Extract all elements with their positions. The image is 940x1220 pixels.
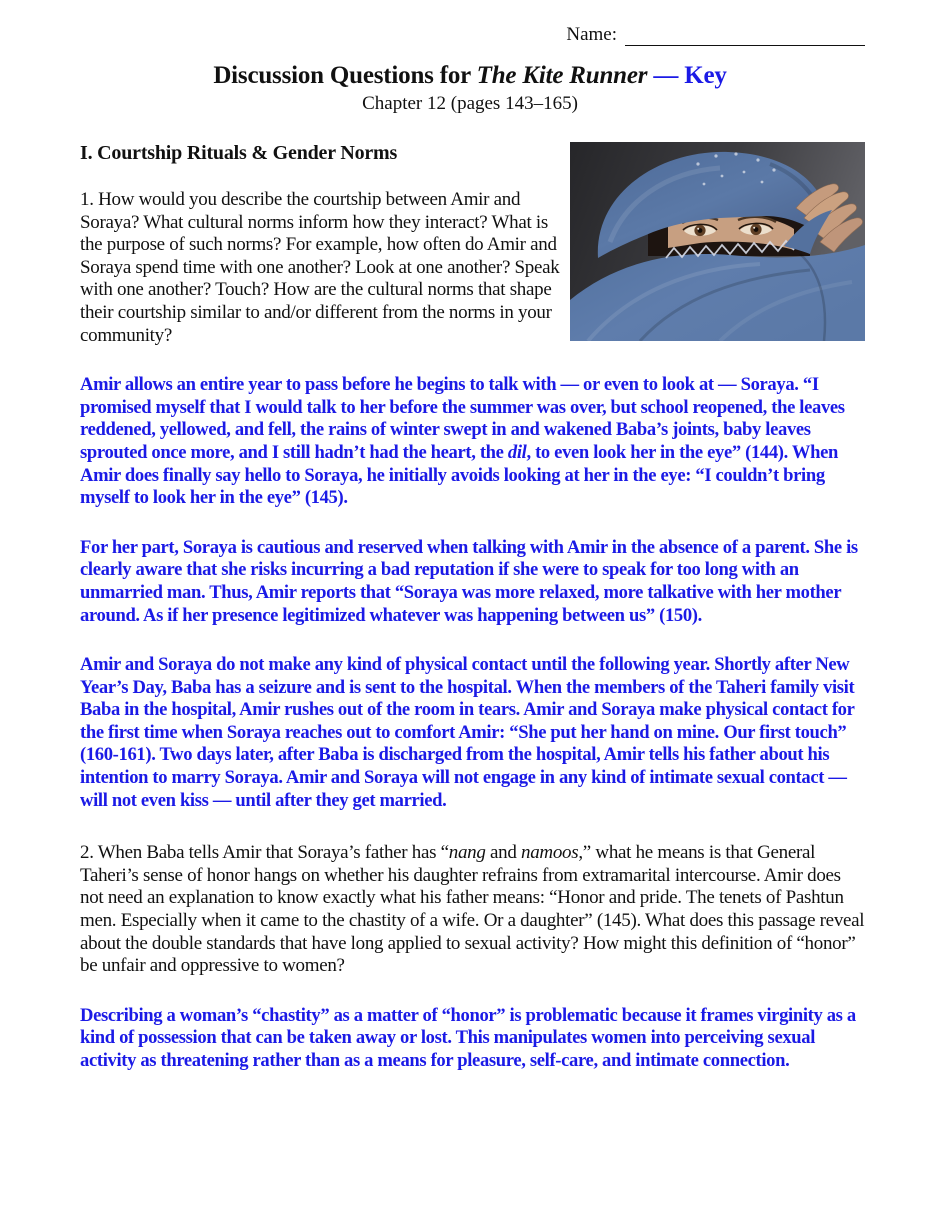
- answer-2-text: For her part, Soraya is cautious and reserved when talking with Amir in the absence of a parent. She is clearly aware that she risks incurring a bad reputation if she were to speak for too long with an unmarried man. Thus, Amir reports that “Soraya was more relaxed, more talkative with her mother around. As if her presence legitimized whatever was happening between us” (150).: [80, 536, 858, 626]
- answer-3-text: Amir and Soraya do not make any kind of physical contact until the following year. Shortly after New Year’s Day, Baba has a seizure and is sent to the hospital. When the members of the Taheri family visit Baba in the hospital, Amir rushes out of the room in tears. Amir and Soraya make physical contact for the first time when Soraya reaches out to comfort Amir: “She put her hand on mine. Our first touch” (160-161). Two days later, after Baba is discharged from the hospital, Amir tells his father about his intention to marry Soraya. Amir and Soraya will not engage in any kind of intimate sexual contact — will not even kiss — until after they get married.: [80, 654, 855, 811]
- page-subtitle: Chapter 12 (pages 143–165): [362, 93, 578, 114]
- veiled-woman-photo: [570, 142, 865, 341]
- name-label: Name:: [566, 24, 617, 45]
- question-1-text: 1. How would you describe the courtship between Amir and Soraya? What cultural norms inform how they interact? What is the purpose of such norms? For example, how often do Amir and Soraya spend time with one another? Look at one another? Speak with one another? Touch? How are the cultural norms that shape their courtship similar to and/or different from the norms in your community?: [80, 189, 560, 346]
- title-key-label: Key: [684, 62, 727, 89]
- veiled-woman-illustration: [570, 142, 865, 341]
- document-body: [0, 142, 940, 1113]
- page-title: [0, 62, 940, 90]
- title-dash: —: [647, 62, 685, 89]
- name-blank-line: [625, 25, 865, 46]
- title-book-name: The Kite Runner: [476, 62, 648, 89]
- answer-4-text: Describing a woman’s “chastity” as a matter of “honor” is problematic because it frames virginity as a kind of possession that can be taken away or lost. This manipulates women into perceiving sexual activity as threatening rather than as a means for pleasure, self-care, and intimate connection.: [80, 1004, 856, 1071]
- section-heading: I. Courtship Rituals & Gender Norms: [80, 142, 398, 164]
- title-prefix: Discussion Questions for: [213, 62, 477, 89]
- question-2-text: 2. When Baba tells Amir that Soraya’s father has “nang and namoos,” what he means is that General Taheri’s sense of honor hangs on whether his daughter refrains from extramarital intercourse. Amir does not need an explanation to know exactly what his father means: “Honor and pride. The tenets of Pashtun men. Especially when it came to the chastity of a wife. Or a daughter” (145). What does this passage reveal about the double standards that have long applied to sexual activity? How might this definition of “honor” be unfair and oppressive to women?: [80, 842, 865, 977]
- answer-1-text: Amir allows an entire year to pass before he begins to talk with — or even to look at — Soraya. “I promised myself that I would talk to her before the summer was over, but school reopened, the leaves reddened, yellowed, and fell, the rains of winter swept in and wakened Baba’s joints, baby leaves sprouted once more, and I still hadn’t had the heart, the dil, to even look her in the eye” (144). When Amir does finally say hello to Soraya, he initially avoids looking at her in the eye: “I couldn’t bring myself to look her in the eye” (145).: [80, 374, 845, 509]
- name-row: [0, 24, 940, 46]
